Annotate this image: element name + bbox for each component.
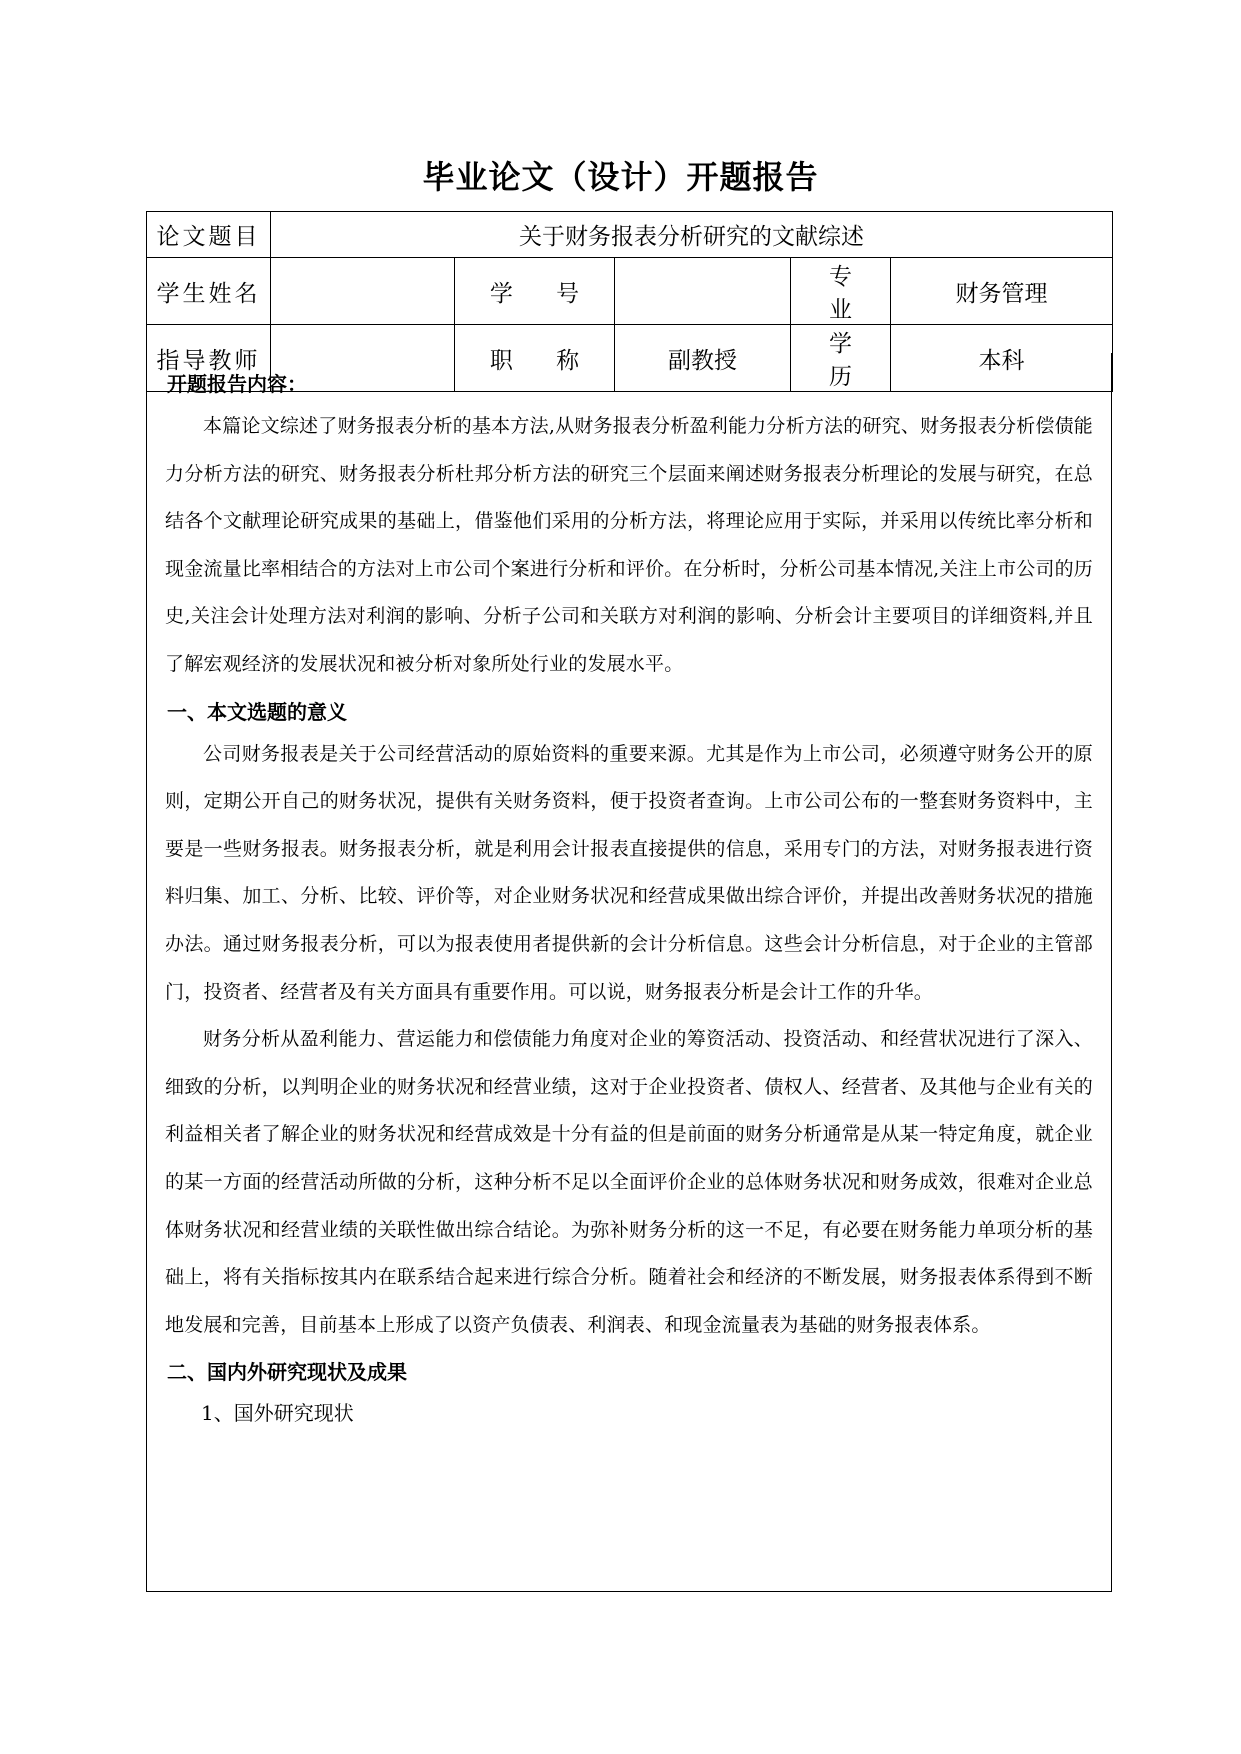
student-id-label: 学 号 xyxy=(455,258,615,325)
report-content-box xyxy=(146,353,1112,1592)
section2-subheading-1: 1、国外研究现状 xyxy=(201,1401,354,1426)
intro-paragraph: 本篇论文综述了财务报表分析的基本方法,从财务报表分析盈利能力分析方法的研究、财务报表分析偿债能力分析方法的研究、财务报表分析杜邦分析方法的研究三个层面来阐述财务报表分析理论的发展与研究，在总结各个文献理论研究成果的基础上，借鉴他们采用的分析方法，将理论应用于实际，并采用以传统比率分析和现金流量比率相结合的方法对上市公司个案进行分析和评价。在分析时，分析公司基本情况,关注上市公司的历史,关注会计处理方法对利润的影响、分析子公司和关联方对利润的影响、分析会计主要项目的详细资料,并且了解宏观经济的发展状况和被分析对象所处行业的发展水平。 xyxy=(165,415,1093,675)
intro-heading: 开题报告内容： xyxy=(167,372,307,396)
major-label: 专 业 xyxy=(791,258,891,325)
section1-heading: 一、本文选题的意义 xyxy=(167,699,347,724)
student-name-value xyxy=(271,258,455,325)
section1-paragraph-2: 财务分析从盈利能力、营运能力和偿债能力角度对企业的筹资活动、投资活动、和经营状况进行了深入、细致的分析，以判明企业的财务状况和经营业绩，这对于企业投资者、债权人、经营者、及其他与企业有关的利益相关者了解企业的财务状况和经营成效是十分有益的但是前面的财务分析通常是从某一特定角度，就企业的某一方面的经营活动所做的分析，这种分析不足以全面评价企业的总体财务状况和财务成效，很难对企业总体财务状况和经营业绩的关联性做出综合结论。为弥补财务分析的这一不足，有必要在财务能力单项分析的基础上，将有关指标按其内在联系结合起来进行综合分析。随着社会和经济的不断发展，财务报表体系得到不断地发展和完善，目前基本上形成了以资产负债表、利润表、和现金流量表为基础的财务报表体系。 xyxy=(165,1028,1093,1336)
advisor-label: 指导教师 xyxy=(147,325,271,392)
major-value: 财务管理 xyxy=(891,258,1113,325)
rank-value: 副教授 xyxy=(615,325,791,392)
table-row-thesis-title xyxy=(147,212,1113,258)
student-id-value xyxy=(615,258,791,325)
degree-value: 本科 xyxy=(891,325,1113,392)
student-name-label: 学生姓名 xyxy=(147,258,271,325)
thesis-title-value: 关于财务报表分析研究的文献综述 xyxy=(271,212,1113,258)
document-title: 毕业论文（设计）开题报告 xyxy=(422,158,819,196)
table-row-student xyxy=(147,258,1113,325)
degree-label: 学 历 xyxy=(791,325,891,392)
section2-heading: 二、国内外研究现状及成果 xyxy=(167,1360,407,1385)
thesis-title-label: 论文题目 xyxy=(147,212,271,258)
rank-label: 职 称 xyxy=(455,325,615,392)
section1-paragraph-1: 公司财务报表是关于公司经营活动的原始资料的重要来源。尤其是作为上市公司，必须遵守财务公开的原则，定期公开自己的财务状况，提供有关财务资料，便于投资者查询。上市公司公布的一整套财务资料中，主要是一些财务报表。财务报表分析，就是利用会计报表直接提供的信息，采用专门的方法，对财务报表进行资料归集、加工、分析、比较、评价等，对企业财务状况和经营成果做出综合评价，并提出改善财务状况的措施办法。通过财务报表分析，可以为报表使用者提供新的会计分析信息。这些会计分析信息，对于企业的主管部门，投资者、经营者及有关方面具有重要作用。可以说，财务报表分析是会计工作的升华。 xyxy=(165,742,1093,1003)
